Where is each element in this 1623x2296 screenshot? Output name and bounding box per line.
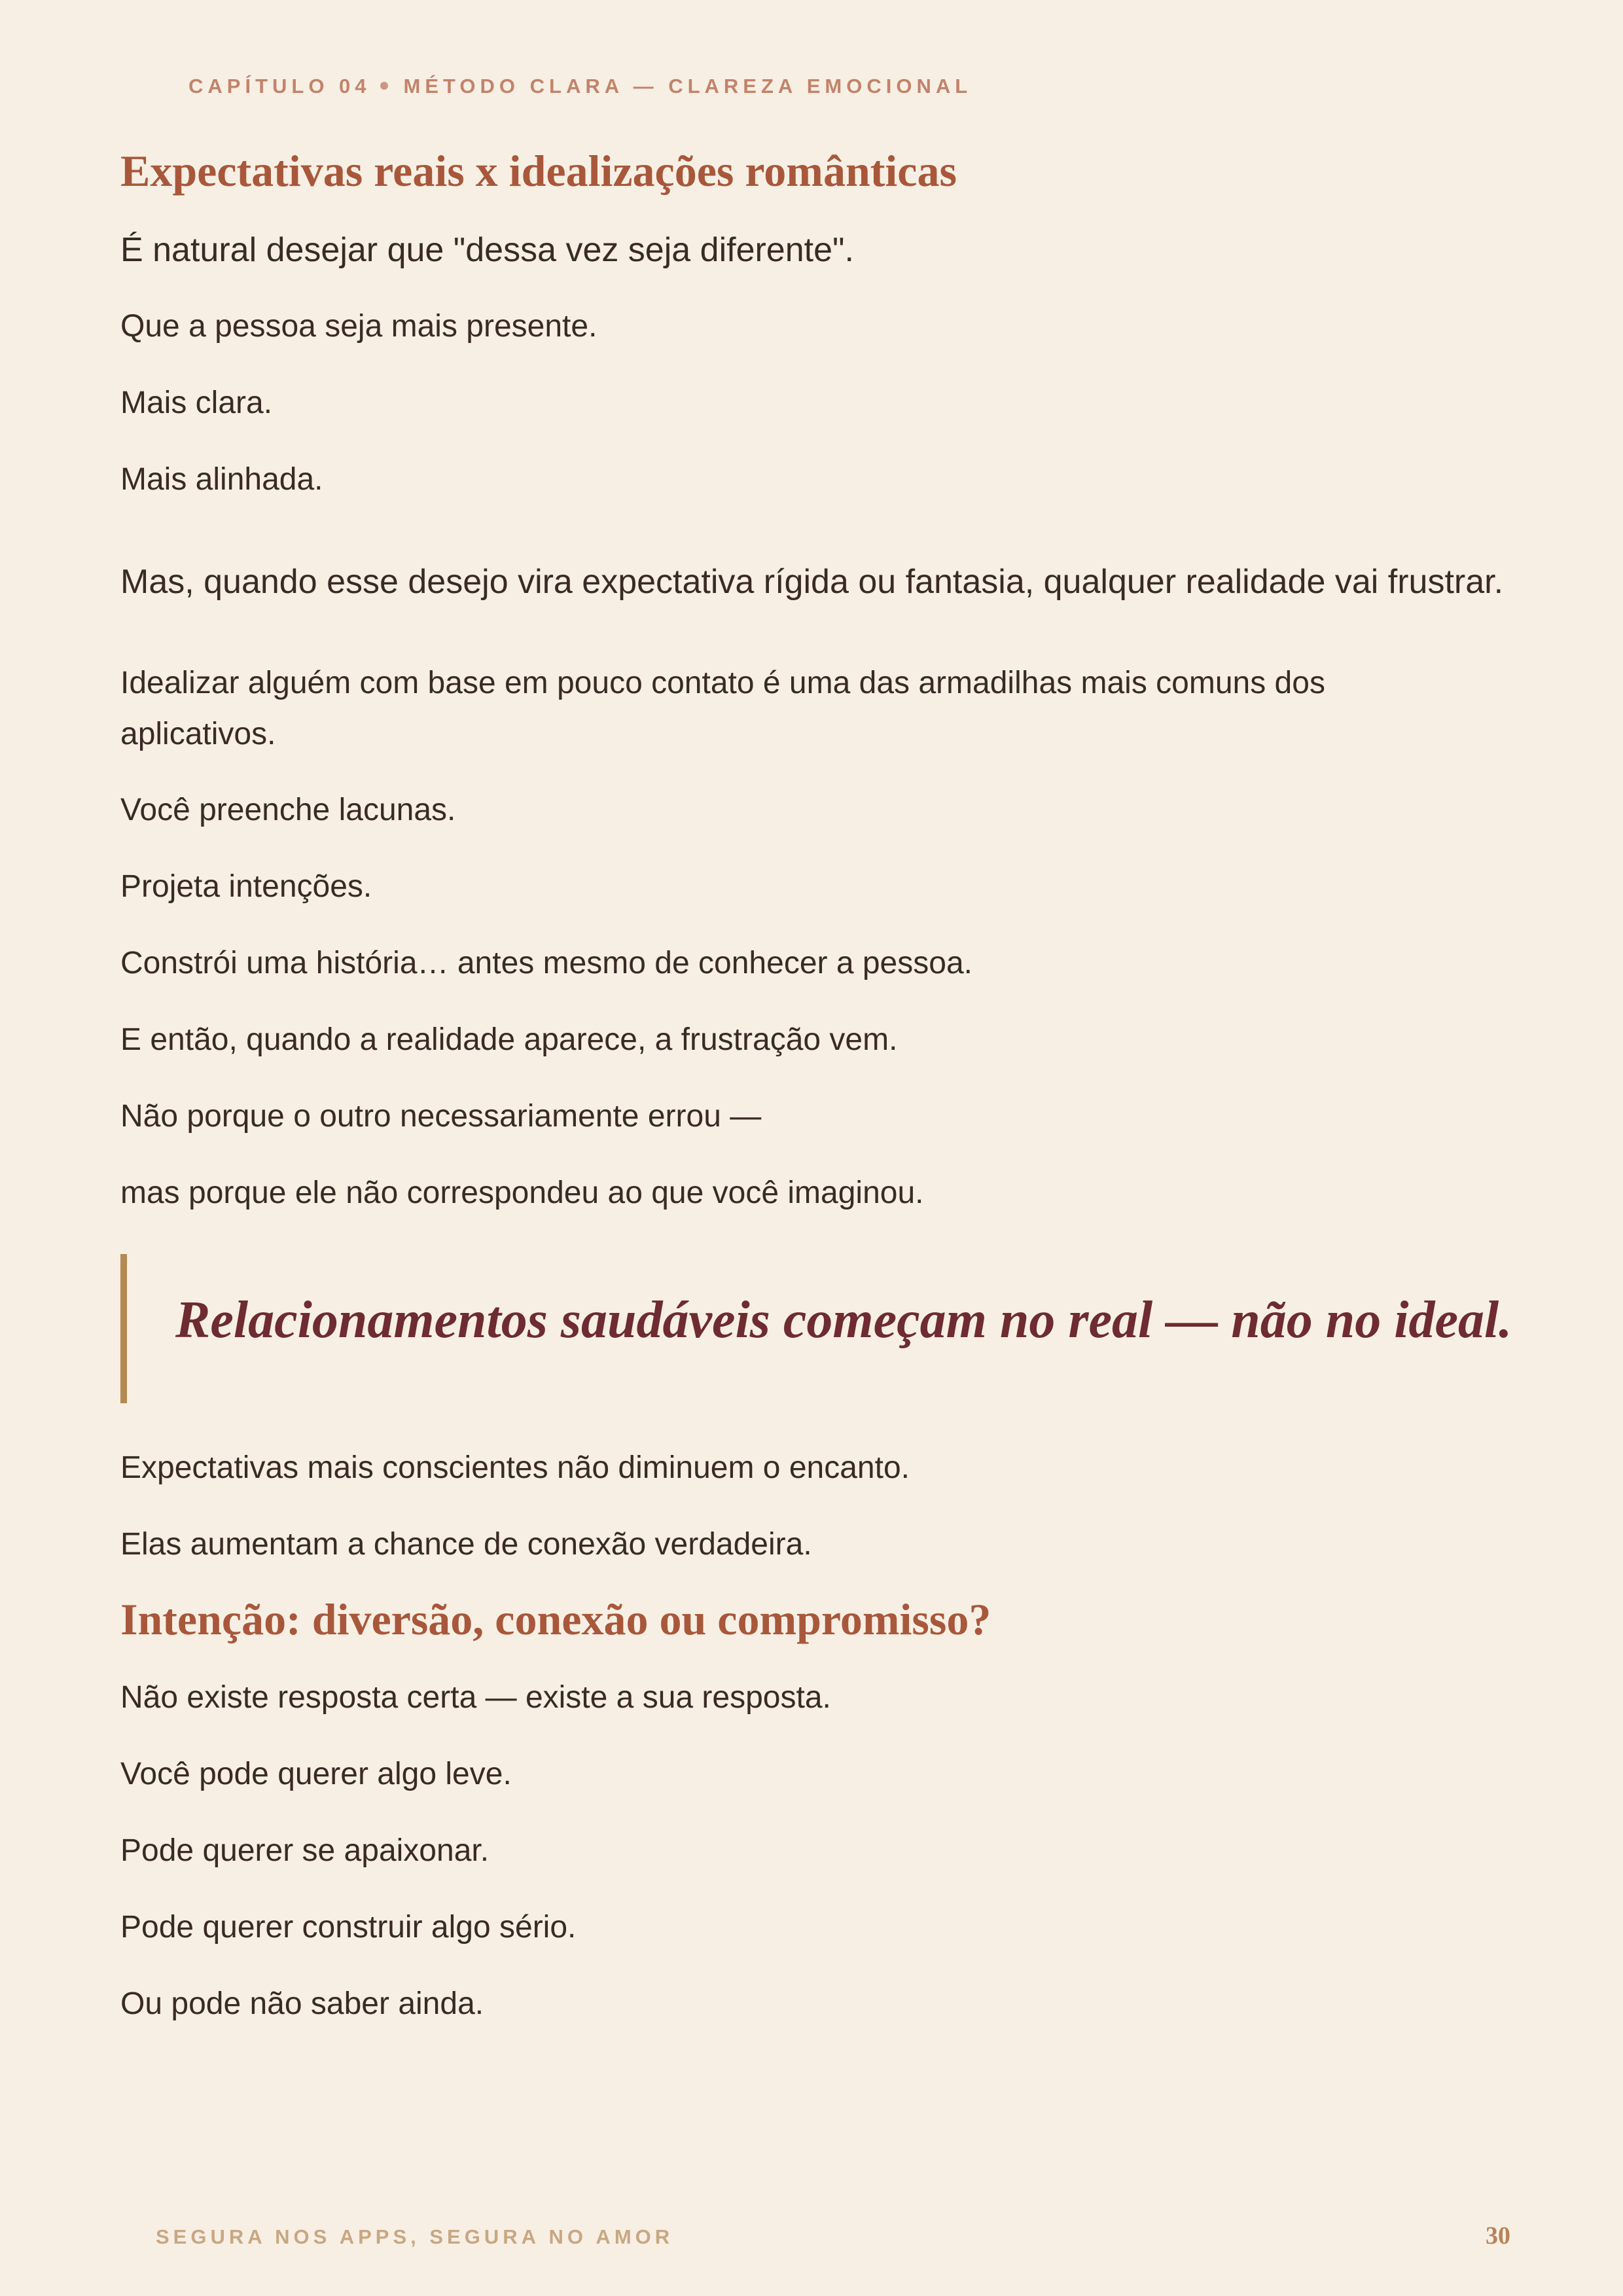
paragraph: Ou pode não saber ainda. [120,1986,484,2021]
footer-book-title: SEGURA NOS APPS, SEGURA NO AMOR [156,2225,674,2248]
page-number: 30 [1486,2222,1510,2250]
paragraph: Que a pessoa seja mais presente. [120,309,597,344]
paragraph: Elas aumentam a chance de conexão verdadeira. [120,1527,812,1562]
running-header [188,75,972,98]
section-label: MÉTODO CLARA — CLAREZA EMOCIONAL [403,75,972,98]
pull-quote-text: Relacionamentos saudáveis começam no real — não no ideal. [175,1291,1512,1349]
paragraph: Mais clara. [120,386,273,420]
paragraph: Projeta intenções. [120,869,372,904]
paragraph: Idealizar alguém com base em pouco contato é uma das armadilhas mais comuns dos aplicativos. [120,666,1325,751]
paragraph: mas porque ele não correspondeu ao que você imaginou. [120,1175,924,1210]
paragraph: Não porque o outro necessariamente errou — [120,1099,762,1134]
paragraph: Mas, quando esse desejo vira expectativa rígida ou fantasia, qualquer realidade vai frustrar. [120,563,1504,601]
paragraph: E então, quando a realidade aparece, a frustração vem. [120,1022,898,1057]
paragraph: Pode querer construir algo sério. [120,1910,577,1945]
chapter-label: CAPÍTULO 04 [188,75,371,98]
paragraph: Não existe resposta certa — existe a sua resposta. [120,1680,831,1715]
pull-quote [120,1254,1521,1403]
section-heading-expectations: Expectativas reais x idealizações românticas [120,146,957,196]
bullet-dot-icon [380,82,388,90]
paragraph: Você pode querer algo leve. [120,1757,512,1791]
paragraph: Pode querer se apaixonar. [120,1833,490,1868]
paragraph: Você preenche lacunas. [120,793,456,827]
paragraph: Mais alinhada. [120,462,323,497]
paragraph: É natural desejar que "dessa vez seja diferente". [120,231,854,269]
paragraph: Expectativas mais conscientes não diminuem o encanto. [120,1450,910,1485]
paragraph: Constrói uma história… antes mesmo de conhecer a pessoa. [120,946,972,980]
section-heading-intention: Intenção: diversão, conexão ou compromisso? [120,1594,991,1644]
